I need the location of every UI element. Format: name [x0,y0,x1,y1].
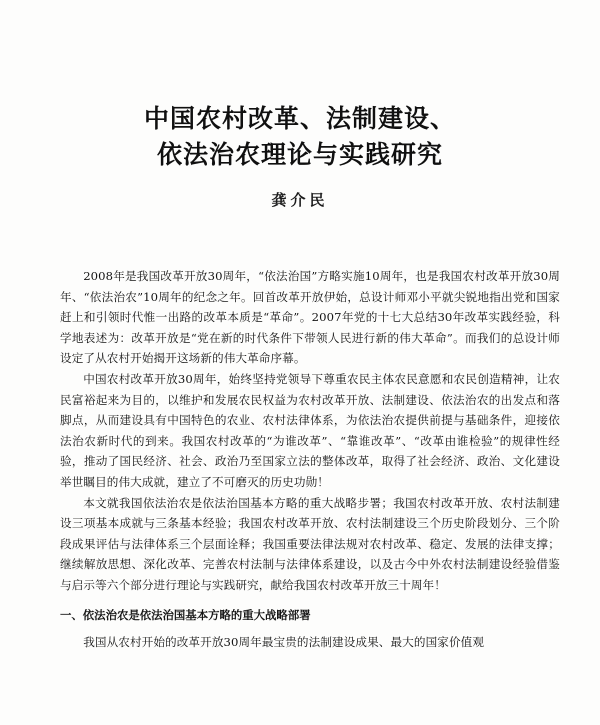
body-paragraph-1: 2008年是我国改革开放30周年，“依法治国”方略实施10周年，也是我国农村改革开放30周年、“依法治农”10周年的纪念之年。回首改革开放伊始，总设计师邓小平就尖锐地指出党和国家赶上和引领时代惟一出路的改革本质是“革命”。2007年党的十七大总结30年改革实践经验，科学地表述为：改革开放是“党在新的时代条件下带领人民进行新的伟大革命”。而我们的总设计师设定了从农村开始揭开这场新的伟大革命序幕。 [60,269,560,366]
section-paragraph-start: 我国从农村开始的改革开放30周年最宝贵的法制建设成果、最大的国家价值观 [83,634,485,649]
article-title-line-1: 中国农村改革、法制建设、 [143,104,456,133]
section-heading: 一、依法治农是依法治国基本方略的重大战略部署 [60,607,311,622]
body-paragraph-2: 中国农村改革开放30周年，始终坚持党领导下尊重农民主体农民意愿和农民创造精神，让农民富裕起来为目的，以维护和发展农民权益为农村改革开放、法制建设、依法治农的出发点和落脚点，从而建设具有中国特色的农业、农村法律体系，为依法治农提供前提与基础条件，迎接依法治农新时代的到来。我国农村改革的“为谁改革”、“靠谁改革”、“改革由谁检验”的规律性经验，推动了国民经济、社会、政治乃至国家立法的整体改革，取得了社会经济、政治、文化建设举世瞩目的伟大成就，建立了不可磨灭的历史功勋！ [60,371,560,489]
author-name: 龚介民 [271,191,329,209]
article-body [60,266,560,652]
article-title-line-2: 依法治农理论与实践研究 [156,140,443,169]
body-paragraph-3: 本文就我国依法治农是依法治国基本方略的重大战略步署；我国农村改革开放、农村法制建设三项基本成就与三条基本经验；我国农村改革开放、农村法制建设三个历史阶段划分、三个阶段成果评估与法律体系三个层面诠释；我国重要法律法规对农村改革、稳定、发展的法律支撑；继续解放思想、深化改革、完善农村法制与法律体系建设，以及古今中外农村法制建设经验借鉴与启示等六个部分进行理论与实践研究，献给我国农村改革开放三十周年！ [60,495,560,592]
